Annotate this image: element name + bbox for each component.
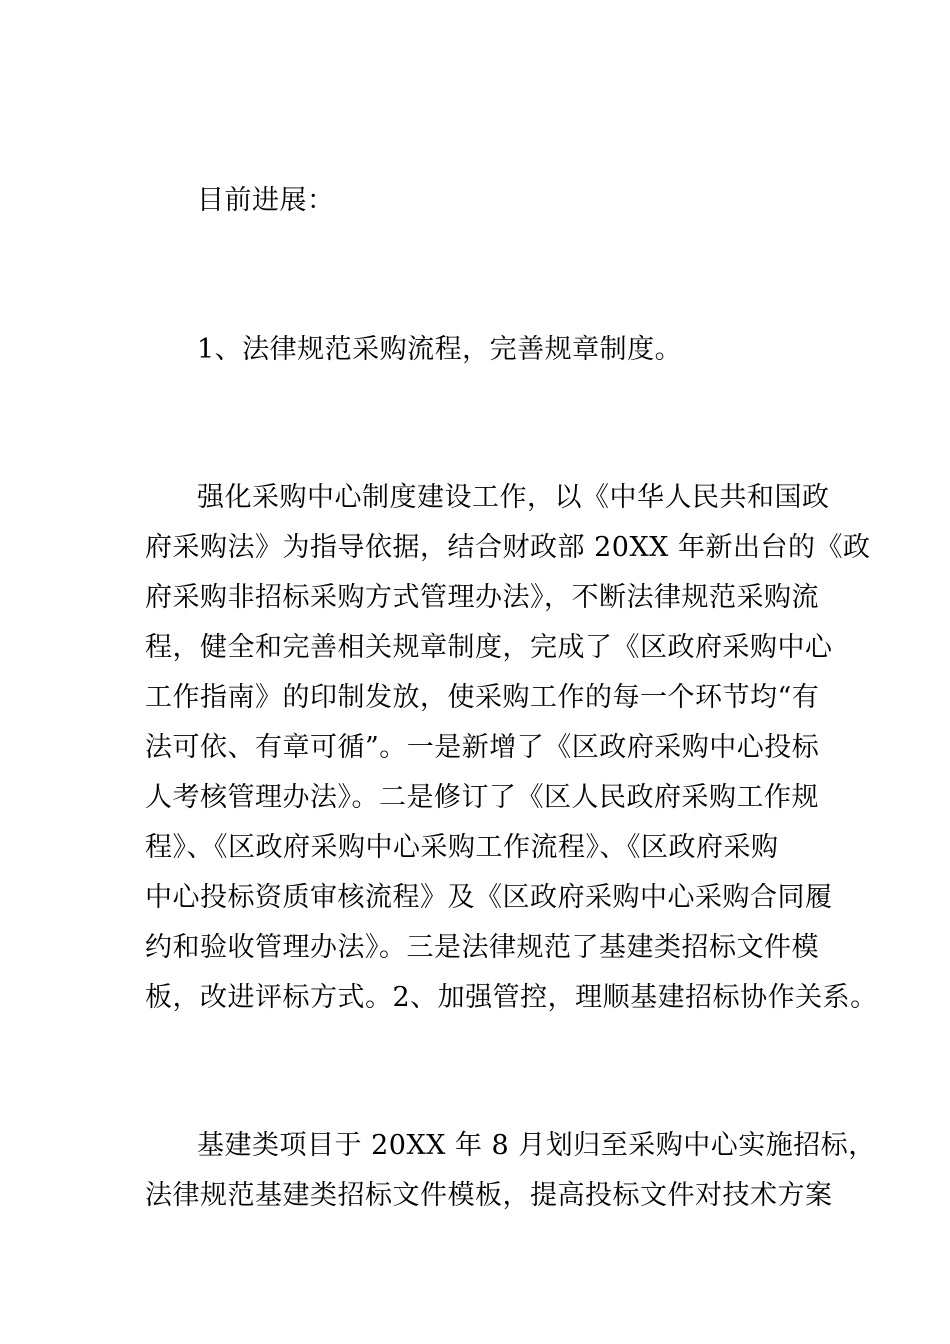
paragraph-line: 人考核管理办法》。二是修订了《区人民政府采购工作规 <box>145 782 819 813</box>
paragraph-line: 法律规范基建类招标文件模板，提高投标文件对技术方案 <box>145 1180 833 1211</box>
paragraph-line: 板，改进评标方式。2、加强管控，理顺基建招标协作关系。 <box>145 982 878 1013</box>
section-1-title: 1、法律规范采购流程，完善规章制度。 <box>197 334 683 365</box>
paragraph-line: 程》、《区政府采购中心采购工作流程》、《区政府采购 <box>145 832 779 863</box>
paragraph-line: 府采购非招标采购方式管理办法》，不断法律规范采购流 <box>145 582 819 613</box>
paragraph-line: 程，健全和完善相关规章制度，完成了《区政府采购中心 <box>145 632 833 663</box>
paragraph-line: 法可依、有章可循”。一是新增了《区政府采购中心投标 <box>145 732 820 763</box>
paragraph-line: 府采购法》为指导依据，结合财政部 20XX 年新出台的《政 <box>145 532 871 563</box>
paragraph-line: 强化采购中心制度建设工作，以《中华人民共和国政 <box>197 482 830 513</box>
paragraph-line: 工作指南》的印制发放，使采购工作的每一个环节均“有 <box>145 682 820 713</box>
paragraph-line: 约和验收管理办法》。三是法律规范了基建类招标文件模 <box>145 932 819 963</box>
paragraph-line: 中心投标资质审核流程》及《区政府采购中心采购合同履 <box>145 882 833 913</box>
paragraph-line: 基建类项目于 20XX 年 8 月划归至采购中心实施招标， <box>197 1130 876 1161</box>
progress-heading: 目前进展： <box>197 185 335 216</box>
